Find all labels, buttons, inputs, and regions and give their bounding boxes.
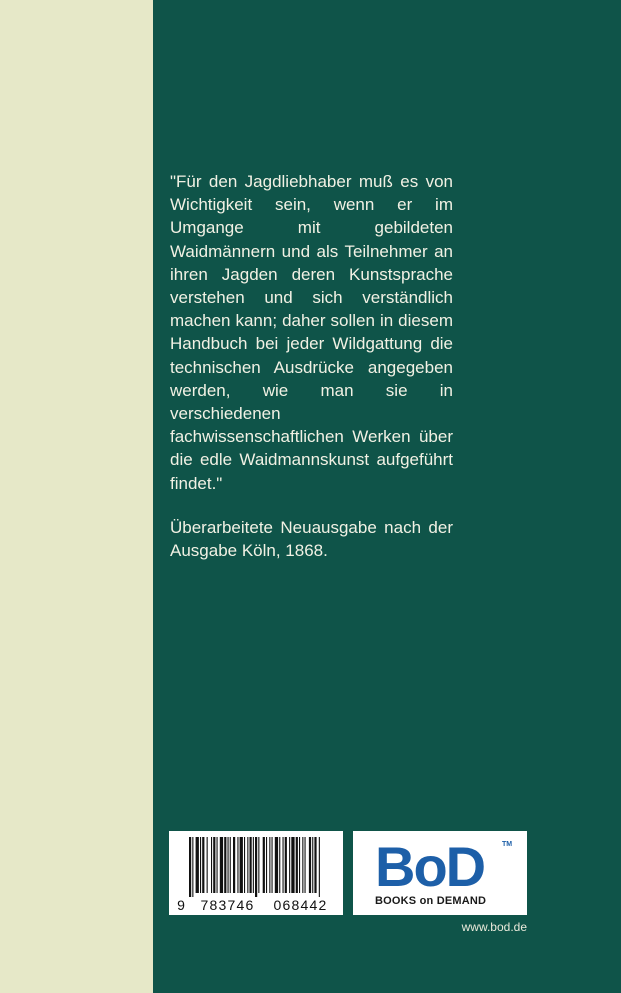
barcode-bar xyxy=(253,837,254,893)
publisher-website: www.bod.de xyxy=(461,920,527,934)
barcode-bar xyxy=(211,837,212,893)
barcode-bar xyxy=(302,837,303,893)
barcode-bar xyxy=(217,837,218,893)
barcode-bar xyxy=(291,837,294,893)
barcode-icon xyxy=(169,831,343,897)
blurb-text xyxy=(170,170,453,562)
barcode-bar xyxy=(275,837,278,893)
isbn-digit-group-1: 783746 xyxy=(200,897,255,913)
trademark-symbol: TM xyxy=(502,841,513,848)
isbn-barcode xyxy=(169,831,343,915)
barcode-bar xyxy=(247,837,248,893)
barcode-bar xyxy=(263,837,265,893)
barcode-bar xyxy=(202,837,204,893)
blurb-quote: "Für den Jagdliebhaber muß es von Wichtigkeit sein, wenn er im Umgange mit gebildeten Waidmännern und als Teilnehmer an ihren Jagden deren Kunstsprache verstehen und sich verständlich machen kann; daher sollen in diesem Handbuch bei jeder Wildgattung die technischen Ausdrücke angegeben werden, wie man sie in verschiedenen fachwissenschaftlichen Werken über die edle Waidmannskunst aufgeführt findet." xyxy=(170,172,453,493)
barcode-bar xyxy=(200,837,201,893)
barcode-bar xyxy=(319,837,320,897)
logo-tagline: BOOKS on DEMAND xyxy=(375,895,487,907)
barcode-bar xyxy=(213,837,215,893)
barcode-bar xyxy=(240,837,243,893)
barcode-bar xyxy=(258,837,259,893)
barcode-bar xyxy=(279,837,280,893)
barcode-bar xyxy=(237,837,238,893)
isbn-number xyxy=(171,897,341,913)
barcode-bar xyxy=(207,837,208,893)
barcode-bar xyxy=(289,837,290,893)
isbn-digit-group-2: 068442 xyxy=(273,897,328,913)
barcode-bar xyxy=(233,837,235,893)
barcode-bar xyxy=(299,837,300,893)
isbn-digit-first: 9 xyxy=(177,897,185,913)
bod-logo-mark: BoD xyxy=(375,835,485,898)
barcode-bar xyxy=(228,837,229,893)
barcode-bar xyxy=(220,837,223,893)
barcode-bar xyxy=(314,837,316,893)
barcode-bar xyxy=(283,837,284,893)
barcode-bar xyxy=(250,837,252,893)
barcode-bar xyxy=(309,837,311,893)
barcode-bar xyxy=(312,837,313,893)
barcode-bar xyxy=(266,837,267,893)
spine-strip xyxy=(0,0,153,993)
barcode-bar xyxy=(255,837,257,897)
barcode-bar xyxy=(230,837,231,893)
barcode-bar xyxy=(244,837,245,893)
barcode-bar xyxy=(224,837,226,893)
barcode-bar xyxy=(272,837,273,893)
publisher-logo xyxy=(353,831,527,915)
barcode-bar xyxy=(296,837,298,893)
edition-note: Überarbeitete Neuausgabe nach der Ausgabe Köln, 1868. xyxy=(170,517,453,561)
barcode-bar xyxy=(192,837,193,897)
barcode-bar xyxy=(189,837,191,897)
barcode-bar xyxy=(305,837,306,893)
barcode-bar xyxy=(285,837,287,893)
barcode-bar xyxy=(196,837,199,893)
barcode-bar xyxy=(269,837,270,893)
